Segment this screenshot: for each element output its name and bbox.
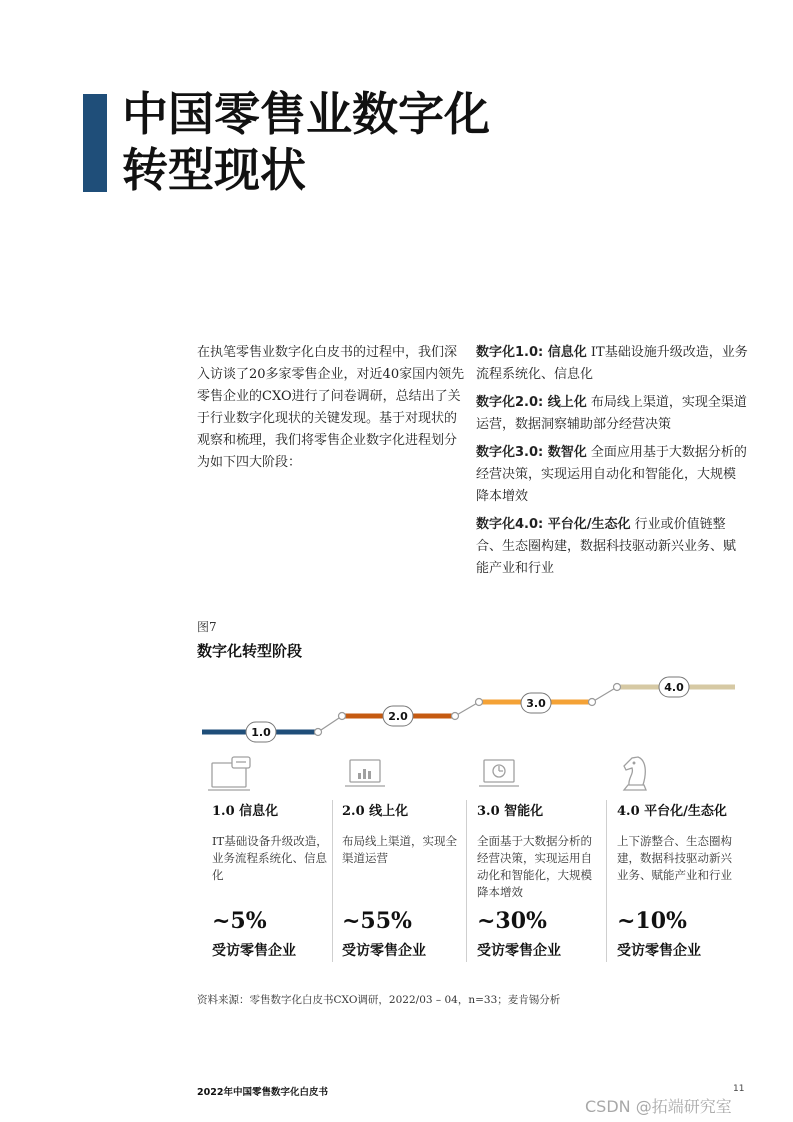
- title-accent-bar: [83, 94, 107, 192]
- column-description: 上下游整合、生态圈构建，数据科技驱动新兴业务、赋能产业和行业: [617, 834, 732, 882]
- badge-1: 1.0: [251, 726, 271, 739]
- stage-item-3: [476, 442, 748, 508]
- column-divider: [606, 800, 607, 962]
- node-end-3: [589, 699, 596, 706]
- column-percentage: ~30%: [477, 908, 547, 934]
- stage-item-1: [476, 342, 748, 386]
- stage-text: 行业或价值链整合、生态圈构建，数据科技驱动新兴业务、赋能产业和行业: [476, 517, 737, 576]
- stage-label: 数字化2.0: 线上化: [476, 395, 587, 410]
- laptop-chart-icon: [345, 760, 385, 786]
- page-title-line-1: 中国零售业数字化: [122, 87, 490, 141]
- computer-chat-icon: [208, 757, 250, 790]
- column-name: 3.0 智能化: [477, 804, 544, 819]
- stage-text: 布局线上渠道，实现全渠道运营，数据洞察辅助部分经营决策: [476, 395, 747, 432]
- step-nodes: [315, 684, 621, 736]
- node-end-1: [315, 729, 322, 736]
- stage-label: 数字化1.0: 信息化: [476, 345, 587, 360]
- step-connectors: [318, 687, 617, 732]
- stage-step-diagram: [0, 660, 793, 800]
- stage-label: 数字化3.0: 数智化: [476, 445, 587, 460]
- column-name: 1.0 信息化: [212, 804, 279, 819]
- stage-list: [476, 342, 748, 586]
- column-subtitle: 受访零售企业: [617, 943, 701, 959]
- stage-column-4: [617, 800, 742, 959]
- stage-text: 全面应用基于大数据分析的经营决策，实现运用自动化和智能化，大规模降本增效: [476, 445, 747, 504]
- node-start-4: [614, 684, 621, 691]
- connector-1-2: [318, 716, 342, 732]
- column-divider: [466, 800, 467, 962]
- column-subtitle: 受访零售企业: [342, 943, 426, 959]
- page-title: [122, 86, 490, 198]
- stage-item-4: [476, 514, 748, 580]
- column-name: 4.0 平台化/生态化: [617, 804, 727, 819]
- stage-column-1: [212, 800, 337, 959]
- figure-number: 图7: [197, 620, 217, 634]
- laptop-gauge-icon: [479, 760, 519, 786]
- figure-title: 数字化转型阶段: [197, 642, 303, 660]
- source-note: 资料来源：零售数字化白皮书CXO调研，2022/03 – 04，n=33；麦肯锡分析: [197, 994, 561, 1006]
- column-description: 全面基于大数据分析的经营决策，实现运用自动化和智能化，大规模降本增效: [477, 834, 592, 899]
- watermark: CSDN @拓端研究室: [585, 1097, 732, 1116]
- node-start-3: [476, 699, 483, 706]
- node-start-2: [339, 713, 346, 720]
- column-description: 布局线上渠道，实现全渠道运营: [342, 834, 457, 865]
- stage-text: IT基础设施升级改造，业务流程系统化、信息化: [476, 345, 748, 382]
- footer-document-title: 2022年中国零售数字化白皮书: [197, 1087, 328, 1098]
- column-percentage: ~5%: [212, 908, 267, 934]
- chess-knight-icon: [624, 757, 646, 790]
- badge-2: 2.0: [388, 710, 408, 723]
- stage-item-2: [476, 392, 748, 436]
- page-title-line-2: 转型现状: [122, 143, 306, 197]
- column-subtitle: 受访零售企业: [212, 943, 296, 959]
- column-divider: [332, 800, 333, 962]
- column-percentage: ~55%: [342, 908, 412, 934]
- column-percentage: ~10%: [617, 908, 687, 934]
- stage-column-2: [342, 800, 467, 959]
- badge-4: 4.0: [664, 681, 684, 694]
- column-subtitle: 受访零售企业: [477, 943, 561, 959]
- intro-paragraph: 在执笔零售业数字化白皮书的过程中，我们深入访谈了20多家零售企业，对近40家国内领先零售企业的CXO进行了问卷调研，总结出了关于行业数字化现状的关键发现。基于对现状的观察和梳理，我们将零售企业数字化进程划分为如下四大阶段：: [197, 345, 465, 470]
- page-number: 11: [733, 1084, 745, 1094]
- badge-3: 3.0: [526, 697, 546, 710]
- column-name: 2.0 线上化: [342, 804, 409, 819]
- stage-column-3: [477, 800, 602, 959]
- node-end-2: [452, 713, 459, 720]
- connector-3-4: [592, 687, 617, 702]
- stage-label: 数字化4.0: 平台化/生态化: [476, 517, 631, 532]
- connector-2-3: [455, 702, 479, 716]
- column-description: IT基础设备升级改造，业务流程系统化、信息化: [212, 834, 328, 882]
